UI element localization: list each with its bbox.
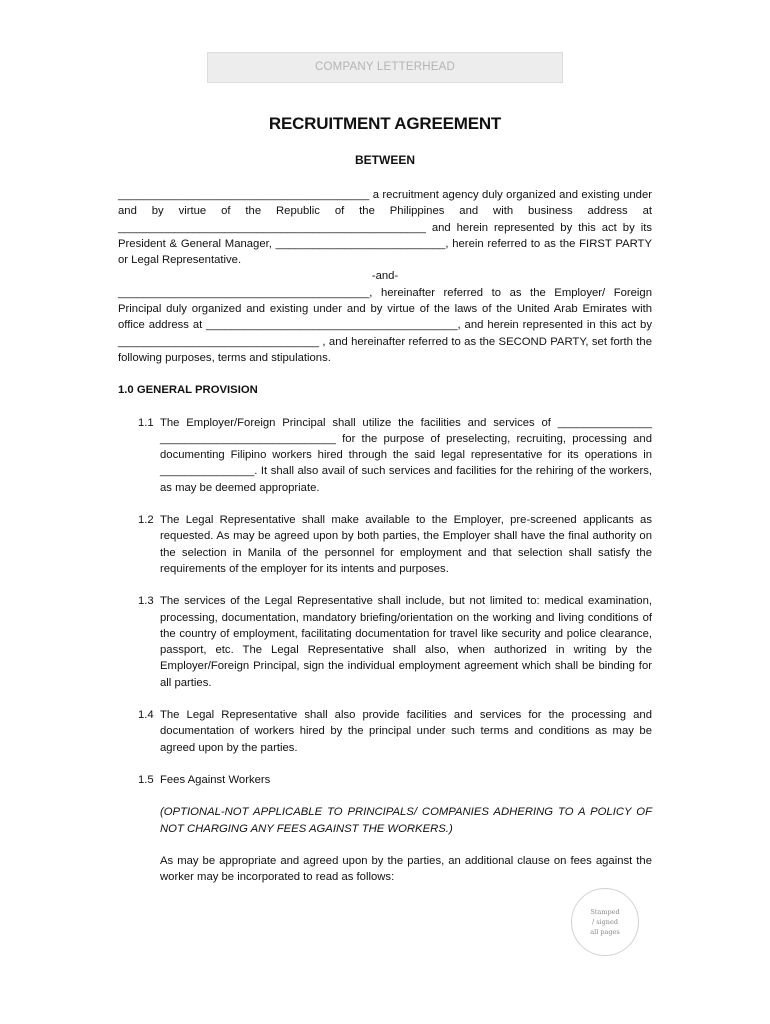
clause-1-5 (118, 772, 652, 788)
section-heading: 1.0 GENERAL PROVISION (118, 384, 258, 397)
stamp-circle (571, 888, 639, 956)
clause-number: 1.2 (138, 514, 154, 527)
between-heading: BETWEEN (355, 153, 415, 167)
clause-number: 1.1 (138, 416, 154, 429)
agreement-body (118, 187, 652, 885)
clause-text: The services of the Legal Representative shall include, but not limited to: medical examination, processing, documentation, mandatory briefing/orientation on the working and living conditions of the country of employment, facilitating documentation for travel like security and police clearance, passport, etc. The Legal Representative shall also, when authorized in writing by the Employer/Foreign Principal, sign the individual employment agreement which shall be binding for all parties. (160, 595, 652, 689)
clause-text: The Employer/Foreign Principal shall utilize the facilities and services of _______________ ____________________________ for the purpose of preselecting, recruiting, processing and documenting Filipino workers hired through the said legal representative for its operations in _______________. It shall also avail of such services and facilities for the rehiring of the workers, as may be deemed appropriate. (160, 416, 652, 494)
stamp-text: Stamped / signed all pages (590, 908, 620, 936)
and-separator: -and- (371, 270, 399, 283)
optional-note: (OPTIONAL-NOT APPLICABLE TO PRINCIPALS/ COMPANIES ADHERING TO A POLICY OF NOT CHARGING ANY FEES AGAINST THE WORKERS.) (160, 806, 652, 835)
clause-1-1 (118, 415, 652, 496)
first-party-paragraph: ________________________________________ a recruitment agency duly organized and existing under and by virtue of the Republic of the Philippines and with business address at _________________________________________________ and herein represented by this act by its President & General Manager, ___________________________, herein referred to as the FIRST PARTY or Legal Representative. (118, 189, 652, 267)
document-title: RECRUITMENT AGREEMENT (268, 114, 502, 133)
clause-1-4 (118, 707, 652, 756)
clause-number: 1.5 (138, 773, 154, 786)
clause-text: The Legal Representative shall make available to the Employer, pre-screened applicants as requested. As may be agreed upon by both parties, the Employer shall have the final authority on the selection in Manila of the personnel for employment and that selection shall satisfy the requirements of the employer for its intents and purposes. (160, 514, 652, 575)
fees-clause-intro: As may be appropriate and agreed upon by the parties, an additional clause on fees against the worker may be incorporated to read as follows: (160, 854, 652, 884)
second-party-paragraph: ________________________________________, hereinafter referred to as the Employer/ Foreign Principal duly organized and existing under and by virtue of the laws of the United Arab Emirates with office address at ________________________________________, and herein represented in this act by ________________________________ , and hereinafter referred to as the SECOND PARTY, set forth the following purposes, terms and stipulations. (118, 286, 652, 364)
clause-number: 1.4 (138, 709, 154, 722)
clause-number: 1.3 (138, 595, 154, 608)
company-letterhead-placeholder: COMPANY LETTERHEAD (207, 52, 563, 83)
clause-1-2 (118, 512, 652, 577)
clause-1-3 (118, 593, 652, 691)
clause-text: The Legal Representative shall also provide facilities and services for the processing and documentation of workers hired by the principal under such terms and conditions as may be agreed upon by the parties. (160, 709, 652, 754)
clause-text: Fees Against Workers (160, 773, 271, 786)
